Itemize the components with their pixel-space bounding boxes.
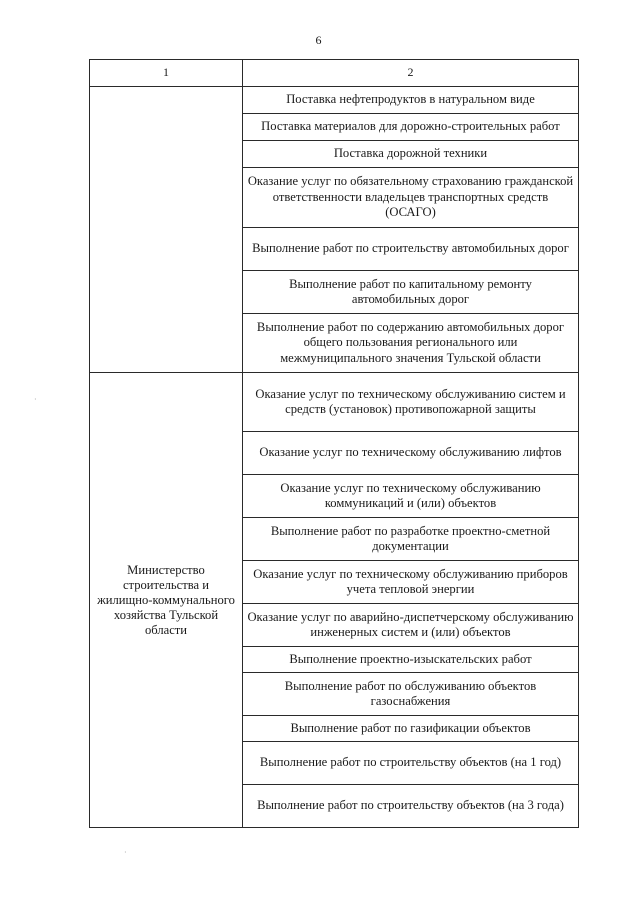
service-cell: Оказание услуг по техническому обслуживанию систем и средств (установок) противопожарной защиты [243, 373, 579, 432]
procurement-table [89, 59, 579, 828]
service-cell: Выполнение работ по обслуживанию объектов газоснабжения [243, 673, 579, 716]
scan-artifact-mark: · [124, 848, 127, 857]
service-cell: Выполнение работ по содержанию автомобильных дорог общего пользования регионального или межмуниципального значения Тульской области [243, 314, 579, 373]
service-cell: Поставка нефтепродуктов в натуральном виде [243, 87, 579, 114]
table-row [90, 373, 579, 432]
table-row [90, 87, 579, 114]
organization-cell: Министерство строительства и жилищно-коммунального хозяйства Тульской области [90, 373, 243, 828]
page-number: 6 [315, 33, 322, 47]
column-header-1: 1 [90, 60, 243, 87]
service-cell: Оказание услуг по техническому обслуживанию приборов учета тепловой энергии [243, 561, 579, 604]
service-cell: Поставка материалов для дорожно-строительных работ [243, 114, 579, 141]
service-cell: Поставка дорожной техники [243, 141, 579, 168]
service-cell: Оказание услуг по аварийно-диспетчерскому обслуживанию инженерных систем и (или) объектов [243, 604, 579, 647]
service-cell: Выполнение работ по строительству автомобильных дорог [243, 228, 579, 271]
service-cell: Оказание услуг по обязательному страхованию гражданской ответственности владельцев транспортных средств (ОСАГО) [243, 168, 579, 228]
service-cell: Выполнение работ по капитальному ремонту автомобильных дорог [243, 271, 579, 314]
service-cell: Оказание услуг по техническому обслуживанию коммуникаций и (или) объектов [243, 475, 579, 518]
column-header-2: 2 [243, 60, 579, 87]
service-cell: Выполнение работ по разработке проектно-сметной документации [243, 518, 579, 561]
organization-cell [90, 87, 243, 373]
service-cell: Оказание услуг по техническому обслуживанию лифтов [243, 432, 579, 475]
service-cell: Выполнение работ по строительству объектов (на 1 год) [243, 742, 579, 785]
service-cell: Выполнение работ по газификации объектов [243, 716, 579, 742]
service-cell: Выполнение работ по строительству объектов (на 3 года) [243, 785, 579, 828]
service-cell: Выполнение проектно-изыскательских работ [243, 647, 579, 673]
scan-artifact-mark: · [34, 395, 37, 404]
table-header-row [90, 60, 579, 87]
